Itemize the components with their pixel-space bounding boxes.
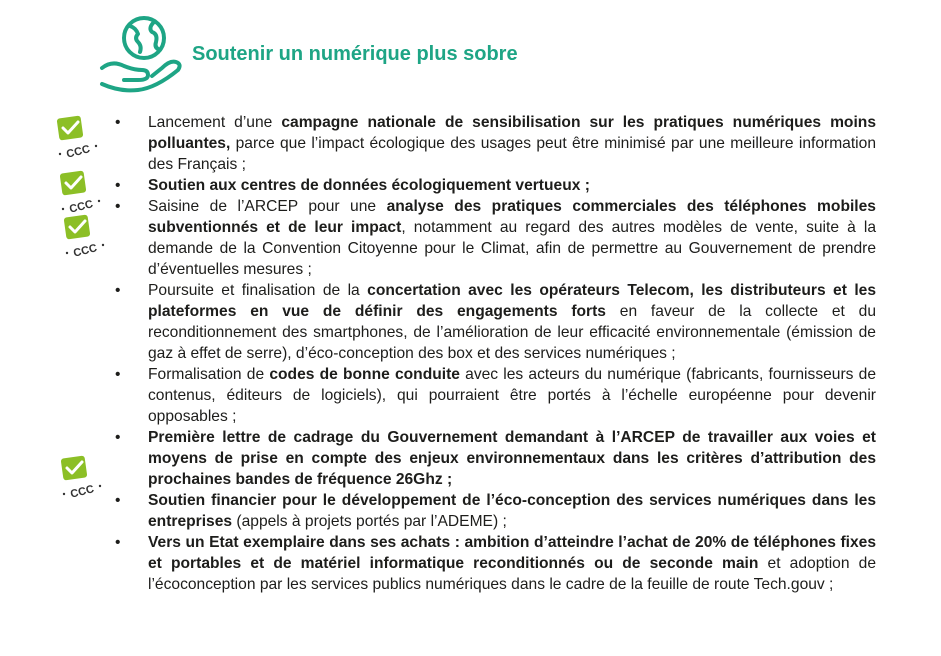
measure-item (110, 112, 876, 175)
measure-text: et adoption de l’écoconception par les services publics numériques dans le cadre de la feuille de route Tech.gouv ; (148, 555, 876, 593)
bullet-icon: • (115, 282, 121, 299)
green-check-badge-icon (52, 115, 104, 163)
measure-text: parce que l’impact écologique des usages peut être minimisé par une meilleure information des Français ; (148, 135, 876, 173)
measure-item (110, 175, 876, 196)
measure-text: Formalisation de (148, 366, 270, 383)
measure-text: en faveur de la collecte et du reconditionnement des smartphones, de l’amélioration de leur efficacité environnementale (émission de gaz à effet de serre), d’éco-conception des box et des services numériques ; (148, 303, 876, 362)
measure-text-bold: analyse des pratiques commerciales des téléphones mobiles subventionnés et de leur impact (148, 198, 876, 236)
section-title: Soutenir un numérique plus sobre (192, 43, 518, 65)
measure-text-bold: Vers un Etat exemplaire dans ses achats : ambition d’atteindre l’achat de 20% de téléphones fixes et portables et de matériel informatique reconditionnés ou de seconde main (148, 534, 876, 572)
measure-text: avec les acteurs du numérique (fabricants, fournisseurs de contenus, éditeurs de logiciels), qui pourraient être portés à l’échelle européenne pour devenir opposables ; (148, 366, 876, 425)
globe-in-hand-icon (96, 10, 188, 98)
measure-item (110, 196, 876, 280)
measure-item (110, 490, 876, 532)
measure-text-bold: Première lettre de cadrage du Gouvernement demandant à l’ARCEP de travailler aux voies et moyens de prise en compte des enjeux environnementaux dans les critères d’attribution des prochaines bandes de fréquence 26Ghz ; (148, 429, 876, 488)
ccc-label: CCC (69, 483, 96, 501)
bullet-icon: • (115, 198, 121, 215)
measure-text-bold: campagne nationale de sensibilisation sur les pratiques numériques moins polluantes, (148, 114, 876, 152)
bullet-icon: • (115, 429, 121, 446)
measure-text-bold: concertation avec les opérateurs Telecom, les distributeurs et les plateformes en vue de définir des engagements forts (148, 282, 876, 320)
bullet-icon: • (115, 534, 121, 551)
green-check-badge-icon (59, 214, 111, 262)
measures-list (110, 112, 876, 595)
ccc-label: CCC (72, 242, 99, 260)
measure-text: (appels à projets portés par l’ADEME) ; (232, 513, 507, 530)
section-header (96, 10, 916, 100)
bullet-icon: • (115, 366, 121, 383)
measure-text: , notamment au regard des autres modèles de vente, suite à la demande de la Convention Citoyenne pour le Climat, afin de permettre au Gouvernement de prendre d’éventuelles mesures ; (148, 219, 876, 278)
measure-text-bold: Soutien financier pour le développement de l’éco-conception des services numériques dans les entreprises (148, 492, 876, 530)
measure-item (110, 364, 876, 427)
ccc-label: CCC (68, 198, 95, 216)
green-check-badge-icon (55, 170, 107, 218)
bullet-icon: • (115, 114, 121, 131)
measure-text: Lancement d’une (148, 114, 282, 131)
bullet-icon: • (115, 492, 121, 509)
measure-item (110, 280, 876, 364)
measure-item (110, 532, 876, 595)
measure-text: Poursuite et finalisation de la (148, 282, 368, 299)
measure-text-bold: codes de bonne conduite (269, 366, 460, 383)
green-check-badge-icon (56, 455, 108, 503)
ccc-label: CCC (65, 143, 92, 161)
bullet-icon: • (115, 177, 121, 194)
measure-text-bold: Soutien aux centres de données écologiquement vertueux ; (148, 177, 590, 194)
measure-text: Saisine de l’ARCEP pour une (148, 198, 387, 215)
measure-item (110, 427, 876, 490)
